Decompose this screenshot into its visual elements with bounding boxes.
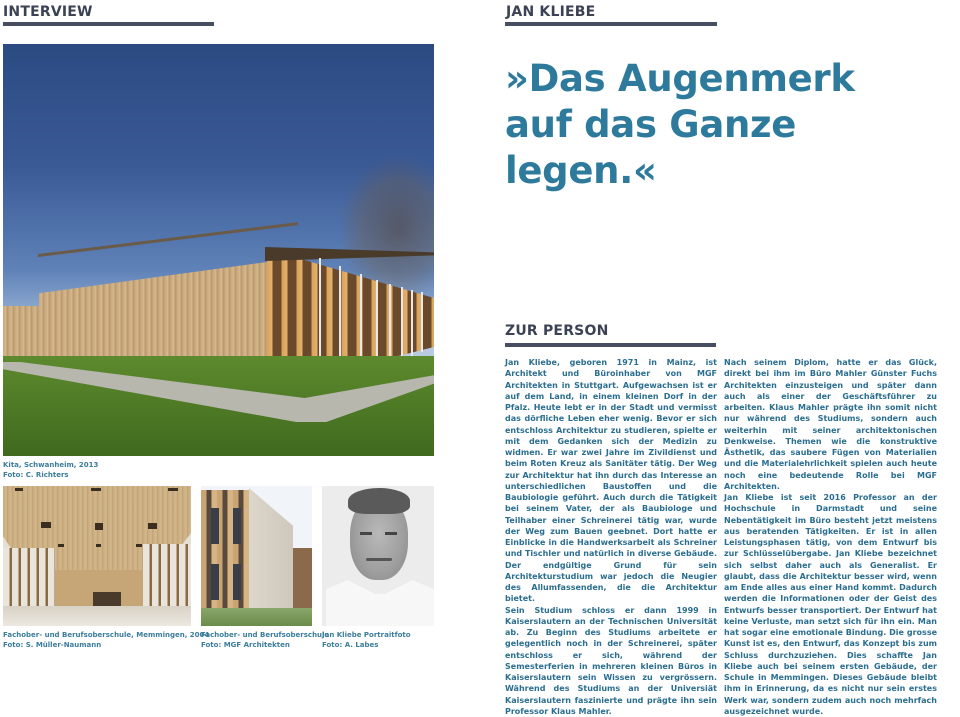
facade-window-frames [201, 490, 249, 616]
hall-floor [3, 606, 191, 626]
window [211, 564, 219, 600]
window [233, 508, 241, 544]
caption-credit: Foto: C. Richters [3, 470, 98, 480]
headline-line-1: »Das Augenmerk [505, 56, 960, 102]
portrait-shirt [326, 580, 434, 626]
subsection-label-zur-person: ZUR PERSON [505, 323, 608, 339]
column-pole [389, 284, 391, 364]
headline-line-2: auf das Ganze legen.« [505, 102, 960, 194]
ceiling-light [91, 488, 101, 491]
photo-hall-interior [3, 486, 191, 626]
section-label-name: JAN KLIEBE [506, 4, 595, 20]
ceiling-light [96, 544, 101, 547]
building-annex [3, 306, 39, 356]
ceiling-light [95, 523, 103, 530]
paragraph: Nach seinem Diplom, hatte er das Glück, direkt bei ihm im Büro Mahler Günster Fuchs Architekten einzusteigen und später dann auch als einer der Geschäftsführer zu arbeiten. Klaus Mahler prägte ihn somit nicht nur während des Studiums, sondern auch weiterhin mit seiner architektonischen Denkweise. Themen wie die konstruktive Ästhetik, das saubere Fügen von Materialien und die Materialehrlichkeit spielen auch heute noch eine bedeutende Rolle bei MGF Architekten. [724, 357, 937, 492]
section-rule [3, 22, 214, 26]
caption-title: Fachober- und Berufsoberschule [201, 630, 329, 640]
paragraph: Sein Studium schloss er dann 1999 in Kaiserslautern an der Technischen Universität ab. Zu Beginn des Studiums arbeitete er gelegentlich noch in der Schreinerei, später entschloss er sich, während der Semesterferien in mehreren kleinen Büros in Kaiserslautern sein Wissen zu vergrössern. Während des Studiums an der Universiät Kaiserslautern faszinierte und prägte ihn sein Professor Klaus Mahler. [505, 605, 717, 717]
column-pole [401, 287, 403, 359]
column-pole [411, 290, 413, 356]
portrait-eye [360, 532, 372, 535]
body-column-1 [505, 357, 717, 717]
ceiling-light [15, 488, 23, 491]
ceiling-light [168, 488, 178, 491]
caption-credit: Foto: S. Müller-Naumann [3, 640, 209, 650]
hall-doorway [93, 592, 121, 606]
caption-title: Fachober- und Berufsoberschule, Memmingen, 2004 [3, 630, 209, 640]
subsection-rule [505, 343, 716, 347]
body-column-2 [724, 357, 937, 717]
headline-quote [505, 56, 960, 194]
photo-school-facade [201, 486, 312, 626]
caption-credit: Foto: A. Labes [322, 640, 411, 650]
building-roof [38, 222, 298, 257]
section-label-interview: INTERVIEW [3, 4, 93, 20]
caption-title: Jan Kliebe Portraitfoto [322, 630, 411, 640]
ceiling-light [41, 522, 51, 528]
portrait-mouth [366, 558, 392, 561]
ceiling-light [58, 544, 64, 547]
paragraph: Jan Kliebe, geboren 1971 in Mainz, ist Architekt und Büroinhaber von MGF Architekten in Stuttgart. Aufgewachsen ist er auf dem Land, in einem kleinen Dorf in der Pfalz. Heute lebt er in der Stadt und vermisst das dörfliche Leben eher wenig. Bevor er sich entschloss Architektur zu studieren, spielte er mit dem Gedanken sich der Medizin zu widmen. Er war zwei Jahre im Zivildienst und beim Roten Kreuz als Sanitäter tätig. Der Weg zur Architektur hat ihn durch das Interesse an unterschiedlichen Baustoffen und die Baubiologie geführt. Auch durch die Tätigkeit bei seinem Vater, der als Baubiologe und Teilhaber einer Schreinerei tätig war, wurde der Weg zum Bauen geebnet. Dort hatte er Einblicke in die Handwerksarbeit als Schreiner und Tischler und natürlich in diverse Gebäude. Der endgültige Grund für sein Architekturstudium war jedoch die Neugier des Allumfassenden, die die Architektur bietet. [505, 357, 717, 605]
facade-wall [249, 488, 293, 614]
hall-windows-left [3, 548, 55, 610]
section-rule [505, 22, 717, 26]
portrait-photo-caption [322, 630, 411, 650]
caption-credit: Foto: MGF Architekten [201, 640, 329, 650]
facade-grass [201, 608, 312, 626]
portrait-hair [348, 488, 410, 514]
ceiling-light [136, 544, 142, 547]
main-photo-kita [3, 44, 434, 456]
paragraph: Jan Kliebe ist seit 2016 Professor an der Hochschule in Darmstadt und seine Nebentätigkeit im Büro besteht jetzt meistens aus beratenden Tätigkeiten. Er ist in allen Leistungsphasen tätig, von dem Entwurf bis zur Schlüsselübergabe. Jan Kliebe bezeichnet sich selbst daher auch als Generalist. Er glaubt, dass die Architektur besser wird, wenn am Ende alles aus einer Hand kommt. Dadurch werden die Informationen oder der Geist des Entwurfs besser transportiert. Der Entwurf hat keine Verluste, man setzt sich für ihn ein. Man hat sogar eine emotionale Bindung. Die grosse Kunst ist es, den Entwurf, das Konzept bis zum Schluss durchzuziehen. Dies schaffte Jan Kliebe auch bei seinem ersten Gebäude, der Schule in Memmingen. Dieses Gebäude bleibt ihm in Erinnerung, da es nicht nur sein erstes Werk war, sondern zudem auch noch mehrfach ausgezeichnet wurde. [724, 492, 937, 717]
caption-title: Kita, Schwanheim, 2013 [3, 460, 98, 470]
window [211, 508, 219, 544]
photo-portrait [322, 486, 434, 626]
portrait-eye [385, 532, 397, 535]
facade-photo-caption [201, 630, 329, 650]
hall-windows-right [143, 544, 191, 612]
column-pole [421, 292, 423, 352]
window [233, 564, 241, 600]
hall-photo-caption [3, 630, 209, 650]
ceiling-light [148, 523, 157, 529]
main-photo-caption [3, 460, 98, 480]
facade-side [293, 548, 312, 608]
